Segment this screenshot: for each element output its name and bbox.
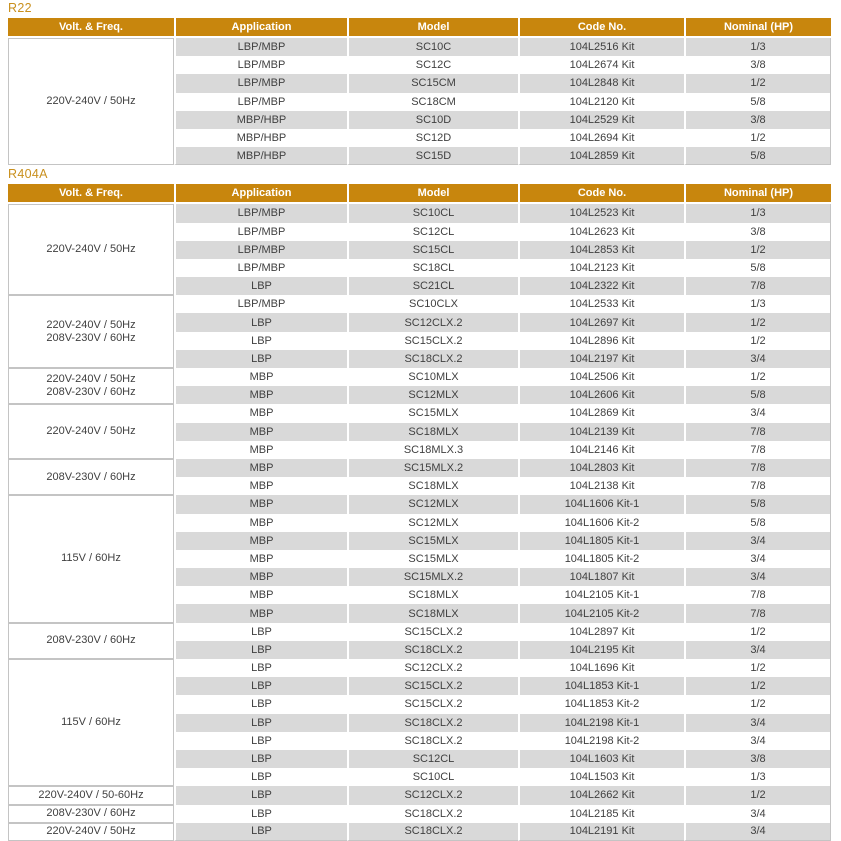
volt-freq-cell <box>8 805 174 823</box>
column-header-nominal-hp: Nominal (HP) <box>684 184 831 204</box>
nominal-hp-cell: 1/3 <box>684 38 831 56</box>
volt-freq-line: 220V-240V / 50Hz <box>46 825 136 838</box>
code-no-cell: 104L1853 Kit-2 <box>518 695 684 713</box>
application-cell: LBP/MBP <box>174 204 347 222</box>
model-cell: SC15MLX.2 <box>347 568 518 586</box>
model-cell: SC18CLX.2 <box>347 641 518 659</box>
model-cell: SC15D <box>347 147 518 165</box>
code-no-cell: 104L2697 Kit <box>518 313 684 331</box>
nominal-hp-cell: 1/2 <box>684 332 831 350</box>
application-cell: LBP/MBP <box>174 56 347 74</box>
code-no-cell: 104L2138 Kit <box>518 477 684 495</box>
application-cell: MBP <box>174 514 347 532</box>
application-cell: MBP <box>174 568 347 586</box>
code-no-cell: 104L2195 Kit <box>518 641 684 659</box>
code-no-cell: 104L2896 Kit <box>518 332 684 350</box>
application-cell: LBP/MBP <box>174 223 347 241</box>
model-cell: SC15CLX.2 <box>347 623 518 641</box>
code-no-cell: 104L1807 Kit <box>518 568 684 586</box>
section-r404a <box>8 167 833 841</box>
application-cell: LBP <box>174 332 347 350</box>
model-cell: SC18CLX.2 <box>347 714 518 732</box>
model-cell: SC15MLX <box>347 404 518 422</box>
volt-freq-cell <box>8 495 174 622</box>
volt-freq-line: 115V / 60Hz <box>61 716 121 729</box>
r404a-compressor-table <box>8 184 831 841</box>
volt-freq-line: 208V-230V / 60Hz <box>46 386 136 399</box>
volt-freq-cell <box>8 459 174 495</box>
code-no-cell: 104L2146 Kit <box>518 441 684 459</box>
code-no-cell: 104L2105 Kit-2 <box>518 604 684 622</box>
code-no-cell: 104L2606 Kit <box>518 386 684 404</box>
model-cell: SC12MLX <box>347 514 518 532</box>
code-no-cell: 104L2185 Kit <box>518 805 684 823</box>
nominal-hp-cell: 3/4 <box>684 532 831 550</box>
volt-freq-line: 208V-230V / 60Hz <box>46 331 136 344</box>
application-cell: LBP <box>174 623 347 641</box>
application-cell: LBP/MBP <box>174 259 347 277</box>
application-cell: MBP <box>174 495 347 513</box>
model-cell: SC18MLX.3 <box>347 441 518 459</box>
nominal-hp-cell: 3/4 <box>684 714 831 732</box>
nominal-hp-cell: 1/2 <box>684 241 831 259</box>
volt-freq-line: 208V-230V / 60Hz <box>46 807 136 820</box>
application-cell: MBP/HBP <box>174 147 347 165</box>
model-cell: SC12MLX <box>347 495 518 513</box>
volt-freq-line: 208V-230V / 60Hz <box>46 634 136 647</box>
model-cell: SC10CL <box>347 204 518 222</box>
application-cell: MBP <box>174 532 347 550</box>
application-cell: MBP <box>174 459 347 477</box>
application-cell: MBP <box>174 404 347 422</box>
table-row <box>8 295 831 313</box>
application-cell: LBP/MBP <box>174 295 347 313</box>
model-cell: SC21CL <box>347 277 518 295</box>
nominal-hp-cell: 5/8 <box>684 147 831 165</box>
nominal-hp-cell: 1/2 <box>684 659 831 677</box>
application-cell: LBP <box>174 768 347 786</box>
application-cell: MBP <box>174 477 347 495</box>
code-no-cell: 104L2523 Kit <box>518 204 684 222</box>
code-no-cell: 104L1603 Kit <box>518 750 684 768</box>
application-cell: LBP <box>174 805 347 823</box>
application-cell: MBP <box>174 604 347 622</box>
model-cell: SC18MLX <box>347 423 518 441</box>
nominal-hp-cell: 5/8 <box>684 386 831 404</box>
model-cell: SC15CLX.2 <box>347 332 518 350</box>
column-header-nominal-hp: Nominal (HP) <box>684 18 831 38</box>
code-no-cell: 104L2529 Kit <box>518 111 684 129</box>
table-row <box>8 823 831 841</box>
application-cell: MBP <box>174 441 347 459</box>
column-header-application: Application <box>174 18 347 38</box>
table-row <box>8 368 831 386</box>
code-no-cell: 104L1606 Kit-1 <box>518 495 684 513</box>
table-row <box>8 38 831 56</box>
column-header-code-no: Code No. <box>518 184 684 204</box>
nominal-hp-cell: 7/8 <box>684 477 831 495</box>
nominal-hp-cell: 3/8 <box>684 111 831 129</box>
volt-freq-cell <box>8 823 174 841</box>
application-cell: MBP/HBP <box>174 111 347 129</box>
application-cell: LBP <box>174 714 347 732</box>
code-no-cell: 104L2662 Kit <box>518 786 684 804</box>
model-cell: SC18MLX <box>347 477 518 495</box>
code-no-cell: 104L1503 Kit <box>518 768 684 786</box>
application-cell: LBP <box>174 659 347 677</box>
model-cell: SC10CLX <box>347 295 518 313</box>
model-cell: SC12CLX.2 <box>347 786 518 804</box>
volt-freq-line: 220V-240V / 50Hz <box>46 95 136 108</box>
volt-freq-line: 220V-240V / 50Hz <box>46 425 136 438</box>
model-cell: SC10D <box>347 111 518 129</box>
section-r22 <box>8 1 833 165</box>
model-cell: SC12D <box>347 129 518 147</box>
code-no-cell: 104L2105 Kit-1 <box>518 586 684 604</box>
code-no-cell: 104L2623 Kit <box>518 223 684 241</box>
section-title-r22: R22 <box>8 1 32 15</box>
nominal-hp-cell: 1/3 <box>684 768 831 786</box>
volt-freq-line: 220V-240V / 50Hz <box>46 243 136 256</box>
code-no-cell: 104L2506 Kit <box>518 368 684 386</box>
code-no-cell: 104L1696 Kit <box>518 659 684 677</box>
model-cell: SC12MLX <box>347 386 518 404</box>
model-cell: SC18CLX.2 <box>347 823 518 841</box>
volt-freq-cell <box>8 786 174 804</box>
model-cell: SC18CLX.2 <box>347 732 518 750</box>
nominal-hp-cell: 7/8 <box>684 423 831 441</box>
nominal-hp-cell: 1/2 <box>684 677 831 695</box>
application-cell: MBP/HBP <box>174 129 347 147</box>
nominal-hp-cell: 3/4 <box>684 805 831 823</box>
nominal-hp-cell: 7/8 <box>684 441 831 459</box>
application-cell: LBP <box>174 677 347 695</box>
column-header-volt-freq: Volt. & Freq. <box>8 18 174 38</box>
nominal-hp-cell: 5/8 <box>684 495 831 513</box>
nominal-hp-cell: 1/2 <box>684 129 831 147</box>
model-cell: SC15CL <box>347 241 518 259</box>
application-cell: LBP/MBP <box>174 241 347 259</box>
model-cell: SC15CM <box>347 74 518 92</box>
model-cell: SC12CL <box>347 750 518 768</box>
model-cell: SC15CLX.2 <box>347 677 518 695</box>
model-cell: SC10MLX <box>347 368 518 386</box>
column-header-application: Application <box>174 184 347 204</box>
nominal-hp-cell: 5/8 <box>684 93 831 111</box>
nominal-hp-cell: 7/8 <box>684 277 831 295</box>
volt-freq-cell <box>8 404 174 459</box>
table-row <box>8 495 831 513</box>
application-cell: LBP <box>174 823 347 841</box>
code-no-cell: 104L2198 Kit-2 <box>518 732 684 750</box>
table-row <box>8 459 831 477</box>
table-row <box>8 786 831 804</box>
model-cell: SC15MLX <box>347 550 518 568</box>
model-cell: SC15MLX.2 <box>347 459 518 477</box>
model-cell: SC12CLX.2 <box>347 659 518 677</box>
nominal-hp-cell: 1/2 <box>684 623 831 641</box>
code-no-cell: 104L1805 Kit-2 <box>518 550 684 568</box>
code-no-cell: 104L2191 Kit <box>518 823 684 841</box>
nominal-hp-cell: 1/2 <box>684 368 831 386</box>
nominal-hp-cell: 1/2 <box>684 786 831 804</box>
application-cell: LBP <box>174 786 347 804</box>
code-no-cell: 104L2533 Kit <box>518 295 684 313</box>
code-no-cell: 104L2139 Kit <box>518 423 684 441</box>
code-no-cell: 104L2123 Kit <box>518 259 684 277</box>
volt-freq-line: 115V / 60Hz <box>61 552 121 565</box>
column-header-model: Model <box>347 18 518 38</box>
code-no-cell: 104L2848 Kit <box>518 74 684 92</box>
r22-compressor-table <box>8 18 831 165</box>
volt-freq-line: 208V-230V / 60Hz <box>46 470 136 483</box>
application-cell: LBP/MBP <box>174 74 347 92</box>
table-row <box>8 623 831 641</box>
application-cell: MBP <box>174 386 347 404</box>
nominal-hp-cell: 3/4 <box>684 404 831 422</box>
table-row <box>8 659 831 677</box>
model-cell: SC18CM <box>347 93 518 111</box>
application-cell: LBP/MBP <box>174 38 347 56</box>
column-header-model: Model <box>347 184 518 204</box>
application-cell: LBP <box>174 750 347 768</box>
nominal-hp-cell: 7/8 <box>684 604 831 622</box>
volt-freq-cell <box>8 659 174 786</box>
code-no-cell: 104L2322 Kit <box>518 277 684 295</box>
application-cell: LBP <box>174 641 347 659</box>
nominal-hp-cell: 1/2 <box>684 695 831 713</box>
application-cell: LBP <box>174 350 347 368</box>
nominal-hp-cell: 3/8 <box>684 223 831 241</box>
application-cell: LBP <box>174 313 347 331</box>
code-no-cell: 104L2853 Kit <box>518 241 684 259</box>
nominal-hp-cell: 3/4 <box>684 641 831 659</box>
code-no-cell: 104L1805 Kit-1 <box>518 532 684 550</box>
code-no-cell: 104L2198 Kit-1 <box>518 714 684 732</box>
code-no-cell: 104L1606 Kit-2 <box>518 514 684 532</box>
code-no-cell: 104L2897 Kit <box>518 623 684 641</box>
code-no-cell: 104L2869 Kit <box>518 404 684 422</box>
model-cell: SC15CLX.2 <box>347 695 518 713</box>
nominal-hp-cell: 1/2 <box>684 313 831 331</box>
nominal-hp-cell: 3/4 <box>684 568 831 586</box>
column-header-volt-freq: Volt. & Freq. <box>8 184 174 204</box>
model-cell: SC15MLX <box>347 532 518 550</box>
model-cell: SC12CLX.2 <box>347 313 518 331</box>
application-cell: LBP <box>174 695 347 713</box>
column-header-code-no: Code No. <box>518 18 684 38</box>
table-row <box>8 805 831 823</box>
code-no-cell: 104L1853 Kit-1 <box>518 677 684 695</box>
nominal-hp-cell: 3/4 <box>684 550 831 568</box>
header-row <box>8 184 831 204</box>
model-cell: SC10C <box>347 38 518 56</box>
volt-freq-line: 220V-240V / 50Hz <box>46 373 136 386</box>
application-cell: LBP <box>174 277 347 295</box>
volt-freq-line: 220V-240V / 50Hz <box>46 318 136 331</box>
model-cell: SC18CLX.2 <box>347 805 518 823</box>
nominal-hp-cell: 1/3 <box>684 204 831 222</box>
code-no-cell: 104L2120 Kit <box>518 93 684 111</box>
model-cell: SC10CL <box>347 768 518 786</box>
volt-freq-cell <box>8 368 174 404</box>
header-row <box>8 18 831 38</box>
application-cell: LBP <box>174 732 347 750</box>
nominal-hp-cell: 5/8 <box>684 259 831 277</box>
nominal-hp-cell: 3/4 <box>684 350 831 368</box>
model-cell: SC18MLX <box>347 586 518 604</box>
nominal-hp-cell: 1/2 <box>684 74 831 92</box>
code-no-cell: 104L2803 Kit <box>518 459 684 477</box>
nominal-hp-cell: 5/8 <box>684 514 831 532</box>
model-cell: SC12C <box>347 56 518 74</box>
nominal-hp-cell: 3/8 <box>684 750 831 768</box>
code-no-cell: 104L2197 Kit <box>518 350 684 368</box>
nominal-hp-cell: 7/8 <box>684 586 831 604</box>
volt-freq-cell <box>8 623 174 659</box>
table-row <box>8 404 831 422</box>
code-no-cell: 104L2694 Kit <box>518 129 684 147</box>
nominal-hp-cell: 7/8 <box>684 459 831 477</box>
application-cell: MBP <box>174 423 347 441</box>
application-cell: MBP <box>174 368 347 386</box>
table-row <box>8 204 831 222</box>
application-cell: LBP/MBP <box>174 93 347 111</box>
code-no-cell: 104L2516 Kit <box>518 38 684 56</box>
model-cell: SC18MLX <box>347 604 518 622</box>
nominal-hp-cell: 3/4 <box>684 732 831 750</box>
application-cell: MBP <box>174 586 347 604</box>
code-no-cell: 104L2674 Kit <box>518 56 684 74</box>
volt-freq-cell <box>8 204 174 295</box>
nominal-hp-cell: 1/3 <box>684 295 831 313</box>
code-no-cell: 104L2859 Kit <box>518 147 684 165</box>
model-cell: SC18CLX.2 <box>347 350 518 368</box>
model-cell: SC18CL <box>347 259 518 277</box>
volt-freq-cell <box>8 38 174 165</box>
application-cell: MBP <box>174 550 347 568</box>
volt-freq-cell <box>8 295 174 368</box>
model-cell: SC12CL <box>347 223 518 241</box>
section-title-r404a: R404A <box>8 167 48 182</box>
nominal-hp-cell: 3/4 <box>684 823 831 841</box>
volt-freq-line: 220V-240V / 50-60Hz <box>38 788 144 801</box>
nominal-hp-cell: 3/8 <box>684 56 831 74</box>
